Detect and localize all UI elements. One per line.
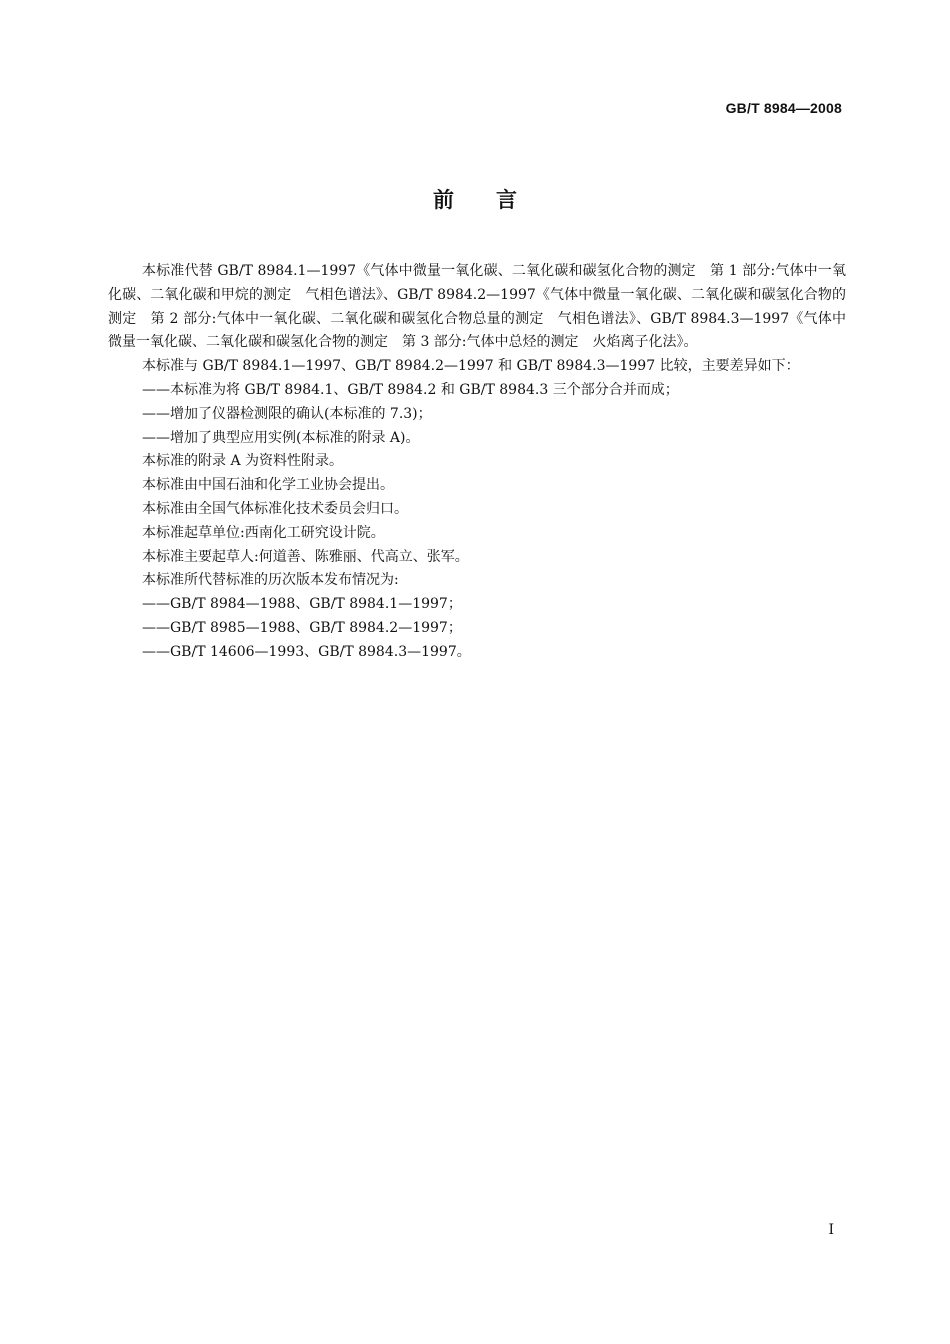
paragraph-drafters: 本标准主要起草人:何道善、陈雅丽、代高立、张军。 <box>142 548 469 565</box>
standard-code: GB/T 8984—2008 <box>725 100 842 116</box>
page-number: I <box>828 1222 834 1238</box>
paragraph-history-intro: 本标准所代替标准的历次版本发布情况为: <box>142 572 399 589</box>
list-item-difference: ——本标准为将 GB/T 8984.1、GB/T 8984.2 和 GB/T 8984.3 三个部分合并而成； <box>142 381 679 398</box>
document-body <box>108 260 846 665</box>
paragraph-drafting-unit: 本标准起草单位:西南化工研究设计院。 <box>142 524 385 541</box>
paragraph-proposer: 本标准由中国石油和化学工业协会提出。 <box>142 477 394 494</box>
paragraph-committee: 本标准由全国气体标准化技术委员会归口。 <box>142 500 408 517</box>
list-item-history: ——GB/T 8985—1988、GB/T 8984.2—1997； <box>142 619 462 636</box>
list-item-difference: ——增加了仪器检测限的确认(本标准的 7.3)； <box>142 405 432 422</box>
paragraph-replacement: 本标准代替 GB/T 8984.1—1997《气体中微量一氧化碳、二氧化碳和碳氢化合物的测定 第 1 部分:气体中一氧化碳、二氧化碳和甲烷的测定 气相色谱法》、GB/T 8984.2—1997《气体中微量一氧化碳、二氧化碳和碳氢化合物的测定 第 2 部分:气体中一氧化碳、二氧化碳和碳氢化合物总量的测定 气相色谱法》、GB/T 8984.3—1997《气体中微量一氧化碳、二氧化碳和碳氢化合物的测定 第 3 部分:气体中总烃的测定 火焰离子化法》。 <box>108 263 846 351</box>
list-item-history: ——GB/T 14606—1993、GB/T 8984.3—1997。 <box>142 643 471 660</box>
page-title: 前言 <box>433 188 559 212</box>
list-item-history: ——GB/T 8984—1988、GB/T 8984.1—1997； <box>142 596 462 613</box>
paragraph-appendix: 本标准的附录 A 为资料性附录。 <box>142 453 344 470</box>
paragraph-differences-intro: 本标准与 GB/T 8984.1—1997、GB/T 8984.2—1997 和 GB/T 8984.3—1997 比较，主要差异如下： <box>142 358 800 375</box>
list-item-difference: ——增加了典型应用实例(本标准的附录 A)。 <box>142 429 420 446</box>
